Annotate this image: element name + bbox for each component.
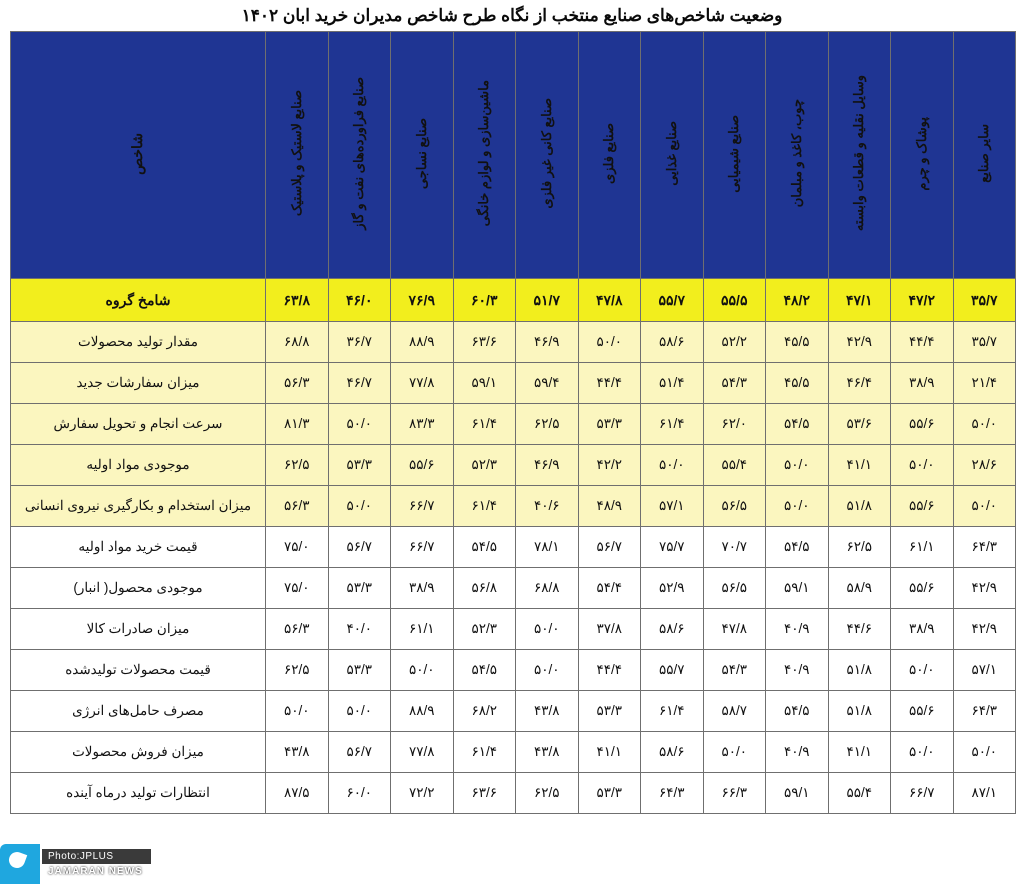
cell-value: ۵۲/۳ — [453, 609, 516, 650]
cell-value: ۵۱/۷ — [516, 279, 579, 322]
cell-value: ۵۰/۰ — [953, 404, 1016, 445]
column-header-0: صنایع لاستیک و پلاستیک — [266, 32, 329, 279]
cell-value: ۴۴/۶ — [828, 609, 891, 650]
cell-value: ۴۶/۹ — [516, 322, 579, 363]
cell-value: ۵۲/۹ — [641, 568, 704, 609]
cell-value: ۵۸/۶ — [641, 322, 704, 363]
cell-value: ۵۲/۳ — [453, 445, 516, 486]
cell-value: ۵۸/۶ — [641, 732, 704, 773]
cell-value: ۵۴/۴ — [578, 568, 641, 609]
cell-value: ۴۸/۹ — [578, 486, 641, 527]
row-header-column-title: شاخص — [11, 32, 266, 279]
row-label: قیمت خرید مواد اولیه — [11, 527, 266, 568]
watermark-text — [42, 849, 151, 879]
cell-value: ۵۹/۱ — [766, 773, 829, 814]
cell-value: ۷۵/۷ — [641, 527, 704, 568]
cell-value: ۵۵/۷ — [641, 650, 704, 691]
cell-value: ۵۶/۳ — [266, 609, 329, 650]
table-row — [11, 279, 1016, 322]
column-header-7: صنایع شیمیایی — [703, 32, 766, 279]
cell-value: ۵۰/۰ — [766, 445, 829, 486]
cell-value: ۵۰/۰ — [891, 732, 954, 773]
cell-value: ۵۸/۹ — [828, 568, 891, 609]
cell-value: ۳۷/۸ — [578, 609, 641, 650]
cell-value: ۶۱/۴ — [453, 486, 516, 527]
cell-value: ۷۵/۰ — [266, 527, 329, 568]
cell-value: ۳۸/۹ — [891, 609, 954, 650]
cell-value: ۶۲/۵ — [266, 445, 329, 486]
table-row — [11, 363, 1016, 404]
cell-value: ۸۳/۳ — [391, 404, 454, 445]
cell-value: ۵۶/۳ — [266, 486, 329, 527]
cell-value: ۴۷/۱ — [828, 279, 891, 322]
table-head — [11, 32, 1016, 279]
table-row — [11, 609, 1016, 650]
cell-value: ۵۴/۳ — [703, 363, 766, 404]
column-header-10: پوشاک و چرم — [891, 32, 954, 279]
cell-value: ۵۴/۵ — [766, 691, 829, 732]
cell-value: ۴۲/۹ — [828, 322, 891, 363]
row-label: شامخ گروه — [11, 279, 266, 322]
cell-value: ۵۰/۰ — [578, 322, 641, 363]
cell-value: ۶۲/۰ — [703, 404, 766, 445]
table-row — [11, 650, 1016, 691]
cell-value: ۵۰/۰ — [516, 609, 579, 650]
table-row — [11, 486, 1016, 527]
cell-value: ۵۹/۴ — [516, 363, 579, 404]
table-row — [11, 773, 1016, 814]
cell-value: ۵۵/۶ — [891, 568, 954, 609]
cell-value: ۴۰/۹ — [766, 650, 829, 691]
cell-value: ۸۷/۱ — [953, 773, 1016, 814]
cell-value: ۶۳/۶ — [453, 773, 516, 814]
photo-credit: Photo:JPLUS — [42, 849, 151, 864]
cell-value: ۴۶/۷ — [328, 363, 391, 404]
news-agency-name: JAMARAN NEWS — [48, 866, 143, 877]
table-row — [11, 527, 1016, 568]
column-header-6: صنایع غذایی — [641, 32, 704, 279]
cell-value: ۶۰/۳ — [453, 279, 516, 322]
cell-value: ۵۹/۱ — [453, 363, 516, 404]
cell-value: ۵۵/۵ — [703, 279, 766, 322]
cell-value: ۶۲/۵ — [516, 773, 579, 814]
cell-value: ۵۰/۰ — [953, 486, 1016, 527]
cell-value: ۲۱/۴ — [953, 363, 1016, 404]
cell-value: ۶۴/۳ — [953, 691, 1016, 732]
cell-value: ۵۶/۵ — [703, 568, 766, 609]
cell-value: ۳۸/۹ — [391, 568, 454, 609]
cell-value: ۵۵/۴ — [828, 773, 891, 814]
cell-value: ۴۲/۹ — [953, 609, 1016, 650]
cell-value: ۵۵/۶ — [891, 486, 954, 527]
cell-value: ۵۶/۷ — [328, 527, 391, 568]
cell-value: ۵۰/۰ — [328, 404, 391, 445]
cell-value: ۵۷/۱ — [641, 486, 704, 527]
cell-value: ۵۱/۸ — [828, 486, 891, 527]
column-header-3: ماشین‌سازی و لوازم خانگی — [453, 32, 516, 279]
cell-value: ۵۴/۵ — [766, 527, 829, 568]
table-body — [11, 279, 1016, 814]
cell-value: ۶۳/۸ — [266, 279, 329, 322]
cell-value: ۳۶/۷ — [328, 322, 391, 363]
cell-value: ۵۰/۰ — [391, 650, 454, 691]
row-label: میزان فروش محصولات — [11, 732, 266, 773]
cell-value: ۵۶/۳ — [266, 363, 329, 404]
cell-value: ۷۶/۹ — [391, 279, 454, 322]
cell-value: ۵۴/۳ — [703, 650, 766, 691]
watermark — [0, 844, 151, 884]
cell-value: ۵۱/۴ — [641, 363, 704, 404]
cell-value: ۶۶/۳ — [703, 773, 766, 814]
cell-value: ۵۶/۵ — [703, 486, 766, 527]
row-label: سرعت انجام و تحویل سفارش — [11, 404, 266, 445]
column-header-2: صنایع نساجی — [391, 32, 454, 279]
cell-value: ۶۰/۰ — [328, 773, 391, 814]
cell-value: ۶۸/۸ — [266, 322, 329, 363]
cell-value: ۷۲/۲ — [391, 773, 454, 814]
row-label: مصرف حامل‌های انرژی — [11, 691, 266, 732]
cell-value: ۴۱/۱ — [828, 445, 891, 486]
cell-value: ۵۰/۰ — [641, 445, 704, 486]
cell-value: ۵۴/۵ — [453, 650, 516, 691]
cell-value: ۵۳/۳ — [328, 650, 391, 691]
cell-value: ۵۶/۷ — [578, 527, 641, 568]
cell-value: ۷۷/۸ — [391, 732, 454, 773]
cell-value: ۴۵/۵ — [766, 363, 829, 404]
cell-value: ۷۸/۱ — [516, 527, 579, 568]
cell-value: ۴۲/۹ — [953, 568, 1016, 609]
cell-value: ۴۶/۴ — [828, 363, 891, 404]
cell-value: ۵۸/۶ — [641, 609, 704, 650]
table-row — [11, 322, 1016, 363]
cell-value: ۵۳/۳ — [578, 773, 641, 814]
cell-value: ۶۱/۴ — [641, 691, 704, 732]
cell-value: ۲۸/۶ — [953, 445, 1016, 486]
row-label: میزان سفارشات جدید — [11, 363, 266, 404]
column-header-11: سایر صنایع — [953, 32, 1016, 279]
cell-value: ۵۱/۸ — [828, 691, 891, 732]
cell-value: ۶۲/۵ — [828, 527, 891, 568]
cell-value: ۵۰/۰ — [891, 445, 954, 486]
table-row — [11, 568, 1016, 609]
cell-value: ۵۵/۶ — [391, 445, 454, 486]
cell-value: ۸۸/۹ — [391, 322, 454, 363]
cell-value: ۶۶/۷ — [891, 773, 954, 814]
column-header-8: چوب، کاغذ و مبلمان — [766, 32, 829, 279]
cell-value: ۵۸/۷ — [703, 691, 766, 732]
table-row — [11, 732, 1016, 773]
row-label: میزان استخدام و بکارگیری نیروی انسانی — [11, 486, 266, 527]
row-label: انتظارات تولید درماه آینده — [11, 773, 266, 814]
cell-value: ۶۴/۳ — [953, 527, 1016, 568]
page-title: وضعیت شاخص‌های صنایع منتخب از نگاه طرح شاخص مدیران خرید ابان ۱۴۰۲ — [241, 6, 783, 25]
cell-value: ۵۹/۱ — [766, 568, 829, 609]
cell-value: ۵۷/۱ — [953, 650, 1016, 691]
cell-value: ۴۱/۱ — [578, 732, 641, 773]
cell-value: ۴۴/۴ — [578, 363, 641, 404]
cell-value: ۴۷/۲ — [891, 279, 954, 322]
cell-value: ۴۸/۲ — [766, 279, 829, 322]
cell-value: ۴۰/۶ — [516, 486, 579, 527]
cell-value: ۵۲/۲ — [703, 322, 766, 363]
cell-value: ۴۳/۸ — [516, 691, 579, 732]
row-label: مقدار تولید محصولات — [11, 322, 266, 363]
row-label: میزان صادرات کالا — [11, 609, 266, 650]
cell-value: ۴۰/۹ — [766, 732, 829, 773]
cell-value: ۶۱/۴ — [453, 732, 516, 773]
cell-value: ۶۸/۲ — [453, 691, 516, 732]
cell-value: ۴۴/۴ — [578, 650, 641, 691]
cell-value: ۶۴/۳ — [641, 773, 704, 814]
cell-value: ۶۱/۴ — [641, 404, 704, 445]
cell-value: ۵۳/۶ — [828, 404, 891, 445]
indicators-table — [10, 31, 1016, 814]
cell-value: ۵۰/۰ — [891, 650, 954, 691]
cell-value: ۵۴/۵ — [453, 527, 516, 568]
cell-value: ۶۶/۷ — [391, 527, 454, 568]
cell-value: ۵۵/۷ — [641, 279, 704, 322]
cell-value: ۳۵/۷ — [953, 322, 1016, 363]
cell-value: ۵۵/۴ — [703, 445, 766, 486]
cell-value: ۵۳/۳ — [578, 691, 641, 732]
cell-value: ۴۰/۰ — [328, 609, 391, 650]
cell-value: ۳۵/۷ — [953, 279, 1016, 322]
cell-value: ۸۸/۹ — [391, 691, 454, 732]
cell-value: ۶۲/۵ — [516, 404, 579, 445]
cell-value: ۵۵/۶ — [891, 404, 954, 445]
row-label: موجودی مواد اولیه — [11, 445, 266, 486]
cell-value: ۷۰/۷ — [703, 527, 766, 568]
cell-value: ۶۱/۱ — [891, 527, 954, 568]
cell-value: ۳۸/۹ — [891, 363, 954, 404]
cell-value: ۷۵/۰ — [266, 568, 329, 609]
cell-value: ۴۵/۵ — [766, 322, 829, 363]
cell-value: ۴۶/۰ — [328, 279, 391, 322]
column-header-1: صنایع فراورده‌های نفت و گاز — [328, 32, 391, 279]
cell-value: ۵۳/۳ — [328, 568, 391, 609]
cell-value: ۴۶/۹ — [516, 445, 579, 486]
cell-value: ۴۲/۲ — [578, 445, 641, 486]
header-row — [11, 32, 1016, 279]
cell-value: ۶۱/۱ — [391, 609, 454, 650]
cell-value: ۴۱/۱ — [828, 732, 891, 773]
cell-value: ۵۴/۵ — [766, 404, 829, 445]
cell-value: ۵۰/۰ — [953, 732, 1016, 773]
cell-value: ۴۳/۸ — [266, 732, 329, 773]
cell-value: ۴۰/۹ — [766, 609, 829, 650]
cell-value: ۴۳/۸ — [516, 732, 579, 773]
table-container — [0, 31, 1024, 814]
column-header-5: صنایع فلزی — [578, 32, 641, 279]
cell-value: ۴۴/۴ — [891, 322, 954, 363]
cell-value: ۵۰/۰ — [516, 650, 579, 691]
cell-value: ۶۸/۸ — [516, 568, 579, 609]
cell-value: ۴۷/۸ — [578, 279, 641, 322]
cell-value: ۴۷/۸ — [703, 609, 766, 650]
row-label: موجودی محصول( انبار) — [11, 568, 266, 609]
cell-value: ۵۶/۸ — [453, 568, 516, 609]
cell-value: ۵۰/۰ — [266, 691, 329, 732]
table-row — [11, 691, 1016, 732]
cell-value: ۵۱/۸ — [828, 650, 891, 691]
cell-value: ۵۰/۰ — [328, 486, 391, 527]
cell-value: ۵۳/۳ — [578, 404, 641, 445]
cell-value: ۵۳/۳ — [328, 445, 391, 486]
cell-value: ۸۱/۳ — [266, 404, 329, 445]
cell-value: ۷۷/۸ — [391, 363, 454, 404]
column-header-9: وسایل نقلیه و قطعات وابسته — [828, 32, 891, 279]
cell-value: ۵۰/۰ — [766, 486, 829, 527]
row-label: قیمت محصولات تولیدشده — [11, 650, 266, 691]
cell-value: ۵۰/۰ — [328, 691, 391, 732]
cell-value: ۶۱/۴ — [453, 404, 516, 445]
table-row — [11, 445, 1016, 486]
cell-value: ۶۶/۷ — [391, 486, 454, 527]
jamaran-logo-icon — [0, 844, 40, 884]
cell-value: ۸۷/۵ — [266, 773, 329, 814]
cell-value: ۵۰/۰ — [703, 732, 766, 773]
column-header-4: صنایع کانی غیر فلزی — [516, 32, 579, 279]
cell-value: ۵۶/۷ — [328, 732, 391, 773]
table-row — [11, 404, 1016, 445]
cell-value: ۶۲/۵ — [266, 650, 329, 691]
cell-value: ۶۳/۶ — [453, 322, 516, 363]
cell-value: ۵۵/۶ — [891, 691, 954, 732]
